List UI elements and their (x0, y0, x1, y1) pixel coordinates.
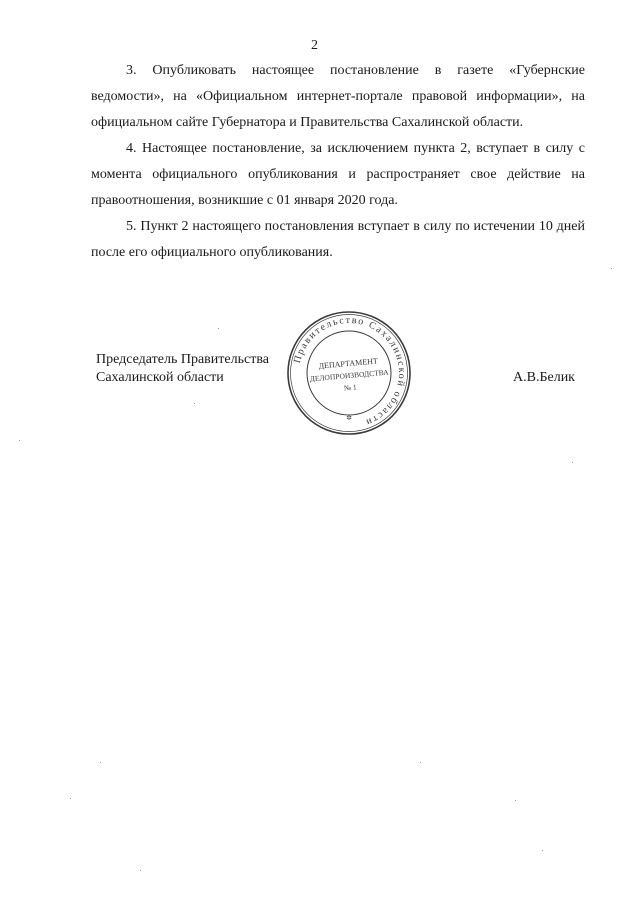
scan-speck (420, 762, 421, 763)
scan-speck (515, 800, 516, 801)
paragraph-3: 3. Опубликовать настоящее постановление в газете «Губернские ведомости», на «Официальном интернет-портале правовой информации», на официальном сайте Губернатора и Правительства Сахалинской области. (91, 63, 585, 130)
paragraph-4: 4. Настоящее постановление, за исключением пункта 2, вступает в силу с момента официального опубликования и распространяет свое действие на правоотношения, возникшие с 01 января 2020 года. (91, 141, 585, 208)
seal-ring-text: Правительство Сахалинской области (291, 314, 408, 429)
page-number: 2 (311, 38, 318, 53)
document-body (91, 58, 585, 266)
scan-speck (218, 328, 219, 329)
scan-speck (542, 850, 543, 851)
signatory-title-line2: Сахалинской области (96, 370, 224, 385)
scan-speck (19, 440, 20, 441)
seal-inner-line1: ДЕПАРТАМЕНТ (318, 356, 379, 371)
scan-speck (100, 762, 101, 763)
official-seal (286, 310, 412, 436)
signatory-name: А.В.Белик (513, 370, 575, 385)
scan-speck (194, 403, 195, 404)
scan-speck (70, 798, 71, 799)
scan-speck (611, 268, 612, 269)
scan-speck (140, 870, 141, 871)
seal-inner-line2: ДЕЛОПРОИЗВОДСТВА (309, 367, 389, 384)
scan-speck (572, 462, 573, 463)
seal-inner-line3: № 1 (343, 382, 358, 393)
svg-text:✲: ✲ (346, 414, 352, 422)
signatory-title-line1: Председатель Правительства (96, 352, 269, 367)
paragraph-5: 5. Пункт 2 настоящего постановления вступает в силу по истечении 10 дней после его официального опубликования. (91, 219, 585, 260)
signatory-title (96, 351, 269, 387)
